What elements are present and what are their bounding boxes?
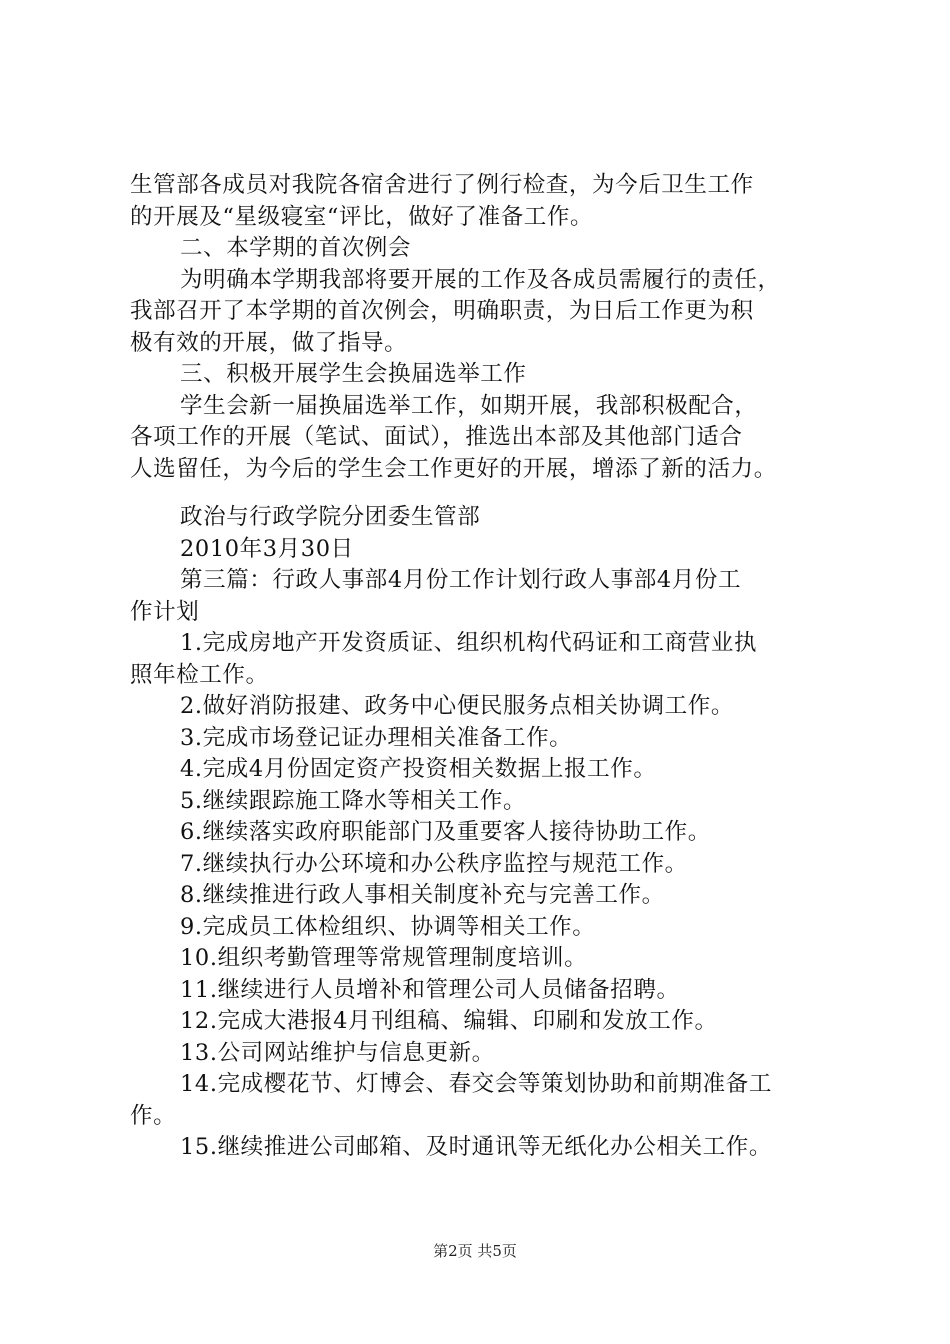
- text-line: 13.公司网站维护与信息更新。: [180, 1039, 495, 1066]
- text-line: 人选留任，为今后的学生会工作更好的开展，增添了新的活力。: [130, 455, 777, 482]
- text-line: 生管部各成员对我院各宿舍进行了例行检查，为今后卫生工作: [130, 172, 754, 198]
- text-line: 各项工作的开展（笔试、面试），推选出本部及其他部门适合: [130, 424, 743, 450]
- text-line: 为明确本学期我部将要开展的工作及各成员需履行的责任，: [180, 266, 781, 293]
- page-footer: 第2页 共5页: [433, 1242, 517, 1260]
- text-line: 4.完成4月份固定资产投资相关数据上报工作。: [180, 756, 657, 782]
- text-line: 2010年3月30日: [180, 535, 354, 562]
- text-line: 6.继续落实政府职能部门及重要客人接待协助工作。: [180, 819, 711, 845]
- text-line: 14.完成樱花节、灯博会、春交会等策划协助和前期准备工: [180, 1071, 772, 1097]
- text-line: 12.完成大港报4月刊组稿、编辑、印刷和发放工作。: [180, 1008, 718, 1034]
- text-line: 11.继续进行人员增补和管理公司人员储备招聘。: [180, 976, 680, 1003]
- text-line: 10.组织考勤管理等常规管理制度培训。: [180, 945, 588, 971]
- text-line: 8.继续推进行政人事相关制度补充与完善工作。: [180, 882, 665, 908]
- text-line: 极有效的开展，做了指导。: [130, 329, 408, 356]
- text-line: 第三篇：行政人事部4月份工作计划行政人事部4月份工: [180, 567, 742, 593]
- text-line: 9.完成员工体检组织、协调等相关工作。: [180, 913, 596, 940]
- text-line: 我部召开了本学期的首次例会，明确职责，为日后工作更为积: [130, 298, 754, 324]
- document-body: [130, 170, 840, 1164]
- paragraph-gap: [130, 485, 840, 502]
- text-line: 照年检工作。: [130, 661, 269, 688]
- text-line: 作计划: [130, 598, 200, 625]
- text-line: 三、积极开展学生会换届选举工作: [180, 361, 527, 387]
- text-line: 2.做好消防报建、政务中心便民服务点相关协调工作。: [180, 693, 734, 719]
- text-line: 15.继续推进公司邮箱、及时通讯等无纸化办公相关工作。: [180, 1134, 772, 1160]
- text-line: 学生会新一届换届选举工作，如期开展，我部积极配合，: [180, 392, 758, 419]
- text-line: 1.完成房地产开发资质证、组织机构代码证和工商营业执: [180, 630, 758, 656]
- text-line: 7.继续执行办公环境和办公秩序监控与规范工作。: [180, 850, 688, 877]
- text-line: 二、本学期的首次例会: [180, 235, 412, 261]
- text-line: 5.继续跟踪施工降水等相关工作。: [180, 787, 527, 814]
- text-line: 政治与行政学院分团委生管部: [180, 504, 481, 530]
- text-line: 3.完成市场登记证办理相关准备工作。: [180, 724, 573, 751]
- text-line: 的开展及“星级寝室“评比，做好了准备工作。: [130, 203, 594, 230]
- text-line: 作。: [130, 1102, 177, 1129]
